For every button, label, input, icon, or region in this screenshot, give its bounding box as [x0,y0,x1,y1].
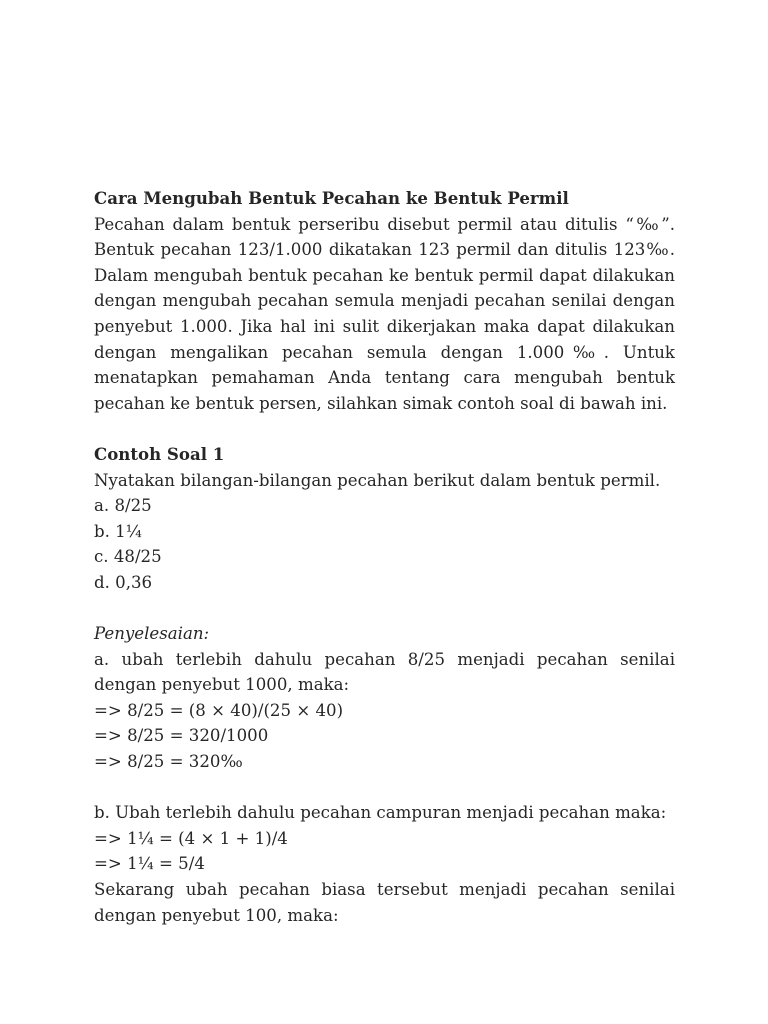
solution-part-b-followup: Sekarang ubah pecahan biasa tersebut menjadi pecahan senilai dengan penyebut 100, maka: [94,880,675,925]
solution-label: Penyelesaian: [94,624,210,644]
example-item-a: a. 8/25 [94,496,152,516]
solution-part-b-intro: b. Ubah terlebih dahulu pecahan campuran menjadi pecahan maka: [94,803,667,823]
solution-part-a-step: => 8/25 = 320‰ [94,752,243,772]
solution-part-a-step: => 8/25 = (8 × 40)/(25 × 40) [94,700,344,720]
section-heading: Cara Mengubah Bentuk Pecahan ke Bentuk Permil [94,188,569,208]
solution-part-a-intro: a. ubah terlebih dahulu pecahan 8/25 menjadi pecahan senilai dengan penyebut 1000, maka: [94,649,675,695]
example-item-c: c. 48/25 [94,547,162,567]
solution-part-b-step: => 1¼ = (4 × 1 + 1)/4 [94,828,288,848]
solution-part-a-step: => 8/25 = 320/1000 [94,726,269,746]
spacer [94,596,675,622]
document-page [94,186,675,928]
example-item-b: b. 1¼ [94,521,142,541]
example-heading: Contoh Soal 1 [94,443,225,464]
solution-part-b-step: => 1¼ = 5/4 [94,854,205,874]
example-item-d: d. 0,36 [94,572,153,592]
example-question: Nyatakan bilangan-bilangan pecahan berikut dalam bentuk permil. [94,470,661,490]
spacer [94,416,675,442]
intro-paragraph: Pecahan dalam bentuk perseribu disebut permil atau ditulis “‰”. Bentuk pecahan 123/1.000 dikatakan 123 permil dan ditulis 123‰. Dalam mengubah bentuk pecahan ke bentuk permil dapat dilakukan dengan mengubah pecahan semula menjadi pecahan senilai dengan penyebut 1.000. Jika hal ini sulit dikerjakan maka dapat dilakukan dengan mengalikan pecahan semula dengan 1.000‰. Untuk menatapkan pemahaman Anda tentang cara mengubah bentuk pecahan ke bentuk persen, silahkan simak contoh soal di bawah ini. [94,214,675,413]
spacer [94,775,675,801]
